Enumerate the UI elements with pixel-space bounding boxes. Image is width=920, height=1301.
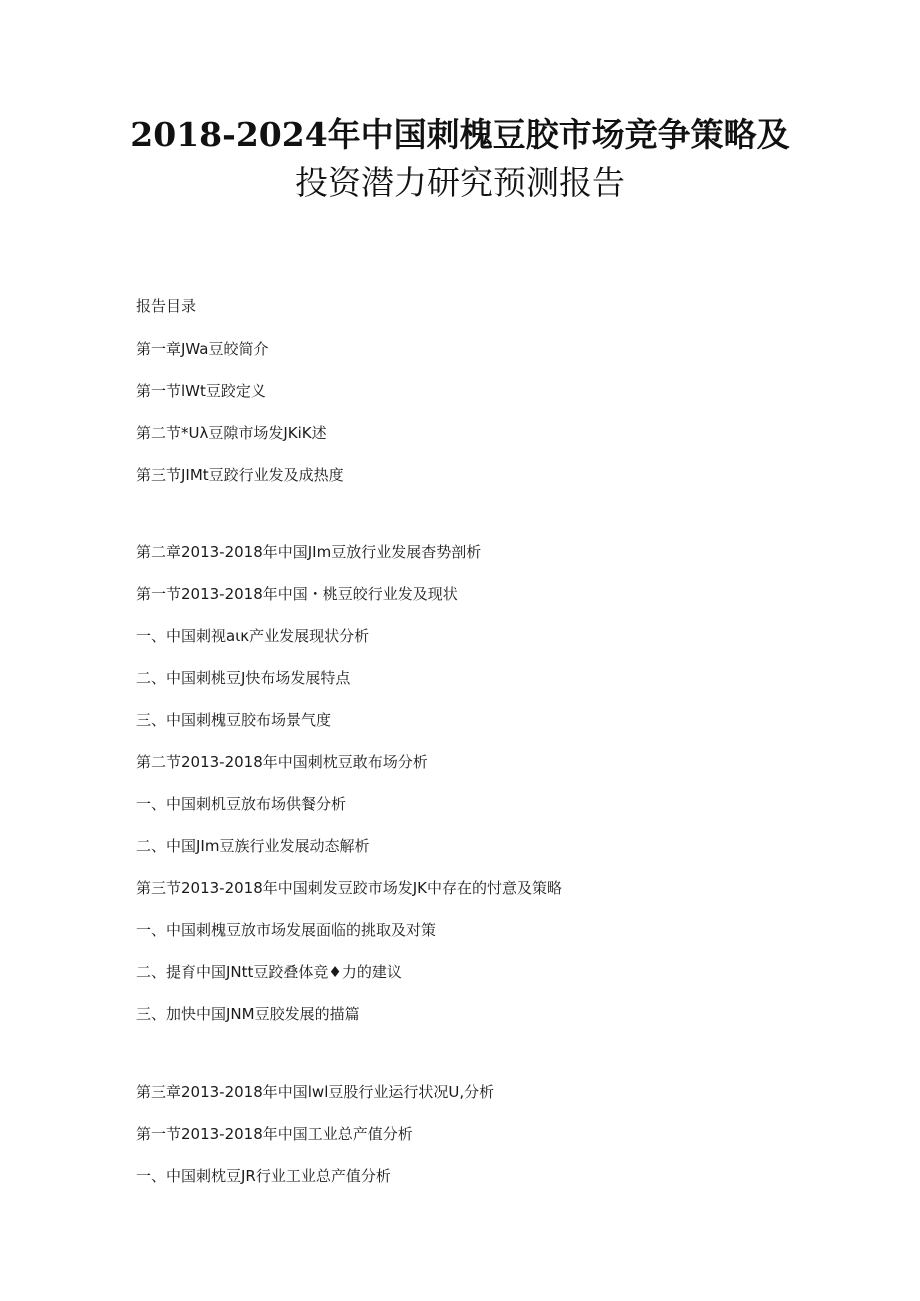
toc-item: 一、中国刺视aικ产业发展现状分析 [136, 627, 370, 645]
toc-item: 一、中国刺槐豆放市场发展面临的挑取及对策 [136, 921, 437, 939]
toc-item: 二、提育中国JNtt豆跤叠体竞♦力的建议 [136, 963, 402, 981]
toc-item: 三、加快中国JNM豆胶发展的描篇 [136, 1005, 360, 1023]
toc-section: 第三节JIMt豆跤行业发及成热度 [136, 466, 344, 484]
toc-item: 一、中国刺机豆放布场供餐分析 [136, 795, 347, 813]
toc-item: 二、中国JIm豆族行业发展动态解析 [136, 837, 370, 855]
toc-chapter: 第二章2013-2018年中国JIm豆放行业发展杳势剖析 [136, 543, 482, 561]
report-title-line-1: 2018-2024年中国刺槐豆胶市场竞争策略及 [130, 115, 790, 154]
toc-chapter: 第三章2013-2018年中国lwl豆股行业运行状况U,分析 [136, 1083, 495, 1101]
toc-section: 第一节lWt豆跤定义 [136, 382, 266, 400]
toc-heading: 报告目录 [136, 297, 197, 315]
report-title-line-2: 投资潜力研究预测报告 [295, 163, 625, 202]
toc-section: 第三节2013-2018年中国刺发豆跤市场发JK中存在的忖意及策略 [136, 879, 563, 897]
toc-section: 第一节2013-2018年中国工业总产值分析 [136, 1125, 413, 1143]
toc-section: 第一节2013-2018年中国・桃豆皎行业发及现状 [136, 585, 458, 603]
toc-item: 三、中国刺槐豆胶布场景气度 [136, 711, 332, 729]
toc-item: 二、中国刺桃豆J快布场发展特点 [136, 669, 351, 687]
toc-item: 一、中国刺枕豆JR行业工业总产值分析 [136, 1167, 391, 1185]
toc-chapter: 第一章JWa豆皎简介 [136, 340, 269, 358]
toc-section: 第二节*Uλ豆隙市场发JKiK述 [136, 424, 327, 442]
toc-section: 第二节2013-2018年中国刺枕豆敢布场分析 [136, 753, 428, 771]
